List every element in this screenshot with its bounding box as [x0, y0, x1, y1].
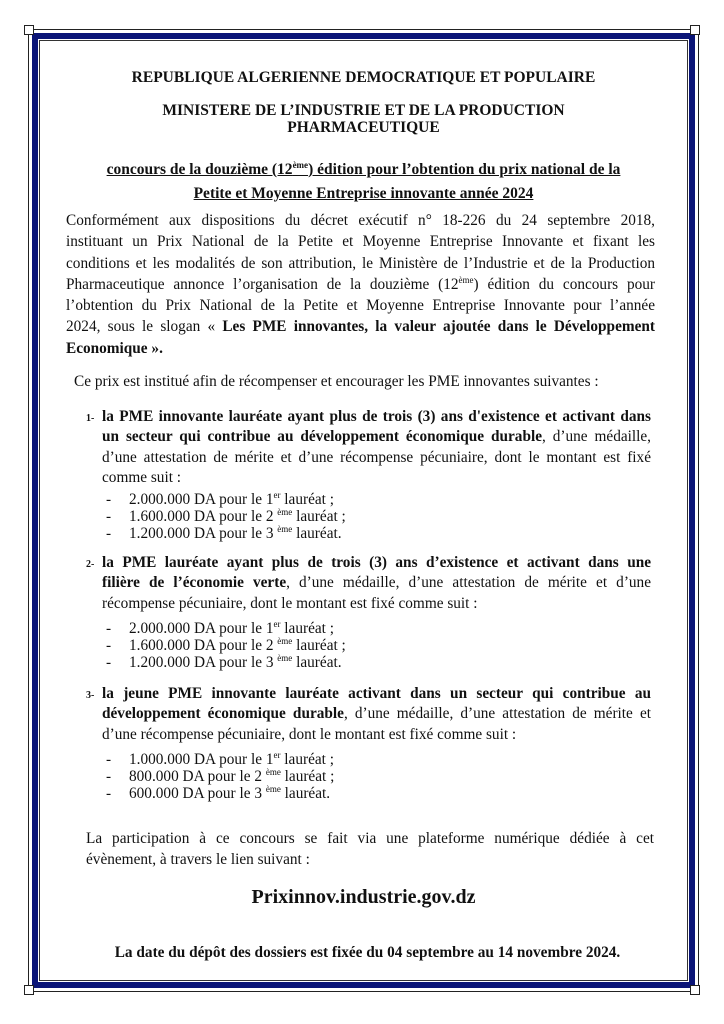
prize-sup: er — [273, 749, 281, 760]
prize-item: - 1.000.000 DA pour le 1er lauréat ; — [106, 749, 334, 768]
border-corner-br — [690, 985, 700, 995]
intro-paragraph — [66, 210, 655, 359]
intro-line — [66, 316, 655, 337]
intro-line: Conformément aux dispositions du décret exécutif n° 18-226 du 24 septembre 2018, — [66, 212, 655, 229]
header-ministry-2: PHARMACEUTIQUE — [287, 119, 440, 136]
slogan: Les PME innovantes, la valeur ajoutée dans le Développement — [222, 318, 655, 336]
category-desc: la PME lauréate ayant plus de trois (3) ans d’existence et activant dans une — [102, 554, 651, 571]
header-ministry: MINISTERE DE L’INDUSTRIE ET DE LA PRODUCTION — [162, 102, 565, 119]
prize-tail: lauréat. — [292, 654, 342, 671]
prize-tail: lauréat ; — [280, 768, 335, 785]
prize-tail: lauréat. — [280, 785, 331, 802]
prize-amount: 2.000.000 DA pour le 1 — [129, 491, 274, 508]
prize-amount: 1.000.000 DA pour le 1 — [129, 751, 274, 768]
category-text: , d’une médaille, d’une attestation de mérite et d’une — [286, 574, 651, 592]
prize-list-3 — [106, 751, 334, 802]
category-desc: la PME innovante lauréate ayant plus de trois (3) ans d'existence et activant dans — [102, 408, 651, 425]
title-line2: Petite et Moyenne Entreprise innovante année 2024 — [193, 185, 534, 202]
prize-tail: lauréat ; — [292, 508, 346, 525]
category-number: 2- — [86, 559, 95, 570]
prize-item: - 1.600.000 DA pour le 2 $^{ème}$ lauréat ; — [106, 635, 346, 654]
prize-list-1 — [106, 491, 346, 542]
participation-text — [86, 828, 654, 871]
category-text: , d’une médaille, — [542, 428, 651, 446]
prize-amount: 800.000 DA pour le 2 — [129, 768, 266, 785]
category-desc: la jeune PME innovante lauréate activant dans un secteur qui contribue au — [102, 685, 651, 702]
border-corner-tl — [24, 25, 34, 35]
category-line — [102, 427, 651, 447]
prize-tail: lauréat ; — [280, 620, 334, 637]
prize-sup: ème — [277, 523, 293, 534]
participation-line: La participation à ce concours se fait via une plateforme numérique dédiée à cet — [86, 830, 654, 847]
intro-line: l’obtention du Prix National de la Petite et Moyenne Entreprise Innovante pour l’année — [66, 297, 655, 315]
lead-text: Ce prix est institué afin de récompenser et encourager les PME innovantes suivantes : — [74, 373, 599, 390]
category-number: 3- — [86, 690, 95, 701]
prize-amount: 1.600.000 DA pour le 2 — [129, 637, 278, 654]
category-1 — [86, 407, 651, 488]
category-desc: un secteur qui contribue au développement économique durable — [102, 428, 542, 446]
intro-line — [66, 274, 655, 295]
category-line: récompense pécuniaire, dont le montant est fixé comme suit : — [102, 594, 478, 612]
prize-sup: ème — [265, 783, 281, 794]
prize-item: - 800.000 DA pour le 2 $^{ème}$ lauréat ; — [106, 766, 335, 785]
document-title — [72, 158, 655, 206]
intro-line: instituant un Prix National de la Petite et Moyenne Entreprise Innovante et fixant les — [66, 233, 655, 251]
prize-item: - 1.200.000 DA pour le 3 $^{ème}$ lauréat. — [106, 523, 342, 542]
header-republic: REPUBLIQUE ALGERIENNE DEMOCRATIQUE ET POPULAIRE — [131, 69, 596, 86]
prize-sup: ème — [277, 635, 293, 646]
intro-sup: ème — [458, 274, 474, 285]
intro-text: ) édition du concours pour — [473, 275, 656, 293]
category-line — [102, 573, 651, 593]
prize-tail: lauréat. — [292, 525, 342, 542]
category-line: d’une attestation de mérite et d’une récompense pécuniaire, dont le montant est fixé — [102, 448, 651, 466]
prize-sup: ème — [277, 652, 293, 663]
border-corner-tr — [690, 25, 700, 35]
prize-item: - 2.000.000 DA pour le 1er lauréat ; — [106, 489, 334, 508]
prize-tail: lauréat ; — [280, 491, 334, 508]
category-line — [102, 704, 651, 724]
category-desc: développement économique durable — [102, 705, 344, 723]
title-part2: ) édition pour l’obtention du prix national de la — [308, 161, 621, 178]
category-number: 1- — [86, 413, 95, 424]
prize-sup: ème — [265, 766, 281, 777]
prize-item: - 600.000 DA pour le 3 $^{ème}$ lauréat. — [106, 783, 331, 802]
category-text: , d’une médaille, d’une attestation de mérite et — [343, 705, 651, 723]
prize-item: - 1.600.000 DA pour le 2 $^{ème}$ lauréat ; — [106, 506, 346, 525]
prize-amount: 1.200.000 DA pour le 3 — [129, 654, 278, 671]
prize-tail: lauréat ; — [292, 637, 346, 654]
slogan-end: Economique ». — [66, 339, 163, 357]
intro-line: conditions et les modalités de son attribution, le Ministère de l’Industrie et de la Production — [66, 254, 655, 272]
title-part1: concours de la douzième (12 — [106, 161, 293, 178]
category-desc: filière de l’économie verte — [102, 574, 287, 592]
prize-amount: 600.000 DA pour le 3 — [129, 785, 266, 802]
category-line: d’une récompense pécuniaire, dont le montant est fixé comme suit : — [102, 725, 517, 743]
prize-sup: ème — [277, 506, 293, 517]
prize-sup: er — [273, 618, 281, 629]
prize-sup: er — [273, 489, 281, 500]
border-corner-bl — [24, 985, 34, 995]
category-line: comme suit : — [102, 468, 182, 486]
prize-amount: 1.200.000 DA pour le 3 — [129, 525, 278, 542]
prize-item: - 1.200.000 DA pour le 3 $^{ème}$ lauréat. — [106, 652, 342, 671]
platform-link[interactable]: Prixinnov.industrie.gov.dz — [251, 886, 476, 908]
deadline-text: La date du dépôt des dossiers est fixée du 04 septembre au 14 novembre 2024. — [114, 944, 621, 961]
intro-text: Pharmaceutique annonce l’organisation de la douzième (12 — [66, 275, 459, 293]
prize-item: - 2.000.000 DA pour le 1er lauréat ; — [106, 618, 334, 637]
intro-text: 2024, sous le slogan « — [66, 318, 223, 336]
title-sup: ème — [292, 159, 309, 170]
category-3 — [86, 684, 651, 745]
category-2 — [86, 553, 651, 614]
participation-line: évènement, à travers le lien suivant : — [86, 851, 310, 869]
prize-list-2 — [106, 620, 346, 671]
prize-tail: lauréat ; — [280, 751, 334, 768]
prize-amount: 2.000.000 DA pour le 1 — [129, 620, 274, 637]
prize-amount: 1.600.000 DA pour le 2 — [129, 508, 278, 525]
